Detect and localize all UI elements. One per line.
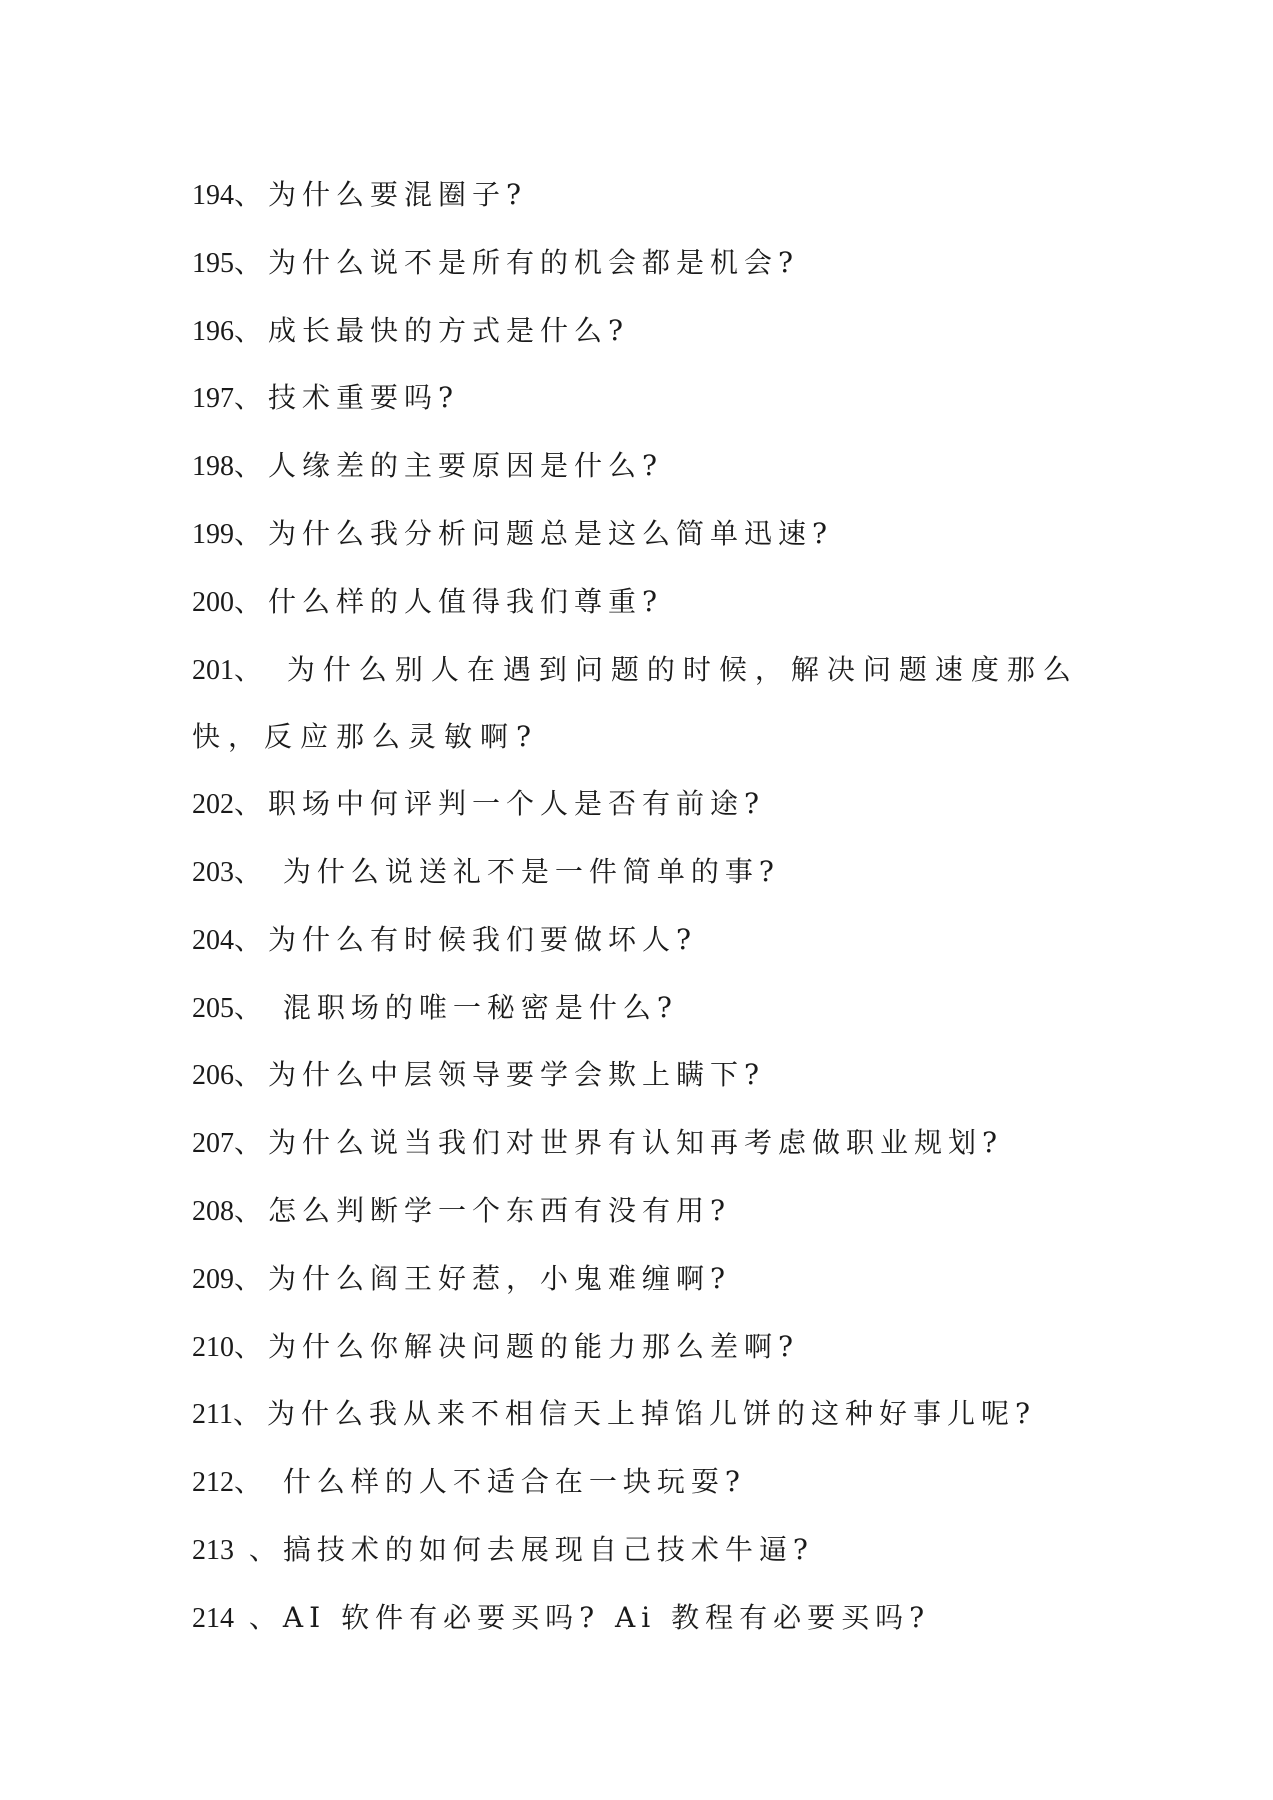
question-text: 为什么说当我们对世界有认知再考虑做职业规划?	[268, 1126, 1004, 1160]
question-item	[192, 1178, 1092, 1246]
question-number: 198	[192, 451, 234, 483]
question-item	[192, 771, 1092, 839]
question-text: 什么样的人不适合在一块玩耍?	[268, 1465, 746, 1499]
question-separator: 、	[234, 990, 269, 1024]
question-separator: 、	[234, 1261, 269, 1295]
question-item	[192, 1517, 1092, 1585]
question-number: 213	[192, 1534, 234, 1566]
question-number: 207	[192, 1128, 234, 1160]
question-text: 混职场的唯一秘密是什么?	[268, 990, 678, 1024]
question-separator: 、	[234, 1126, 269, 1160]
question-separator: 、	[234, 178, 269, 211]
question-separator: 、	[234, 245, 269, 279]
question-item	[192, 162, 1092, 230]
question-item	[192, 501, 1092, 569]
question-number: 212	[192, 1467, 234, 1499]
question-separator: 、	[234, 313, 269, 347]
question-separator: 、	[234, 449, 269, 483]
question-item	[192, 230, 1092, 298]
question-number: 214	[192, 1602, 234, 1634]
question-number: 208	[192, 1195, 234, 1227]
question-separator: 、	[234, 854, 269, 888]
question-item	[192, 569, 1092, 637]
question-separator: 、	[234, 584, 269, 618]
question-item	[192, 1246, 1092, 1314]
question-text: 为什么阎王好惹，小鬼难缠啊?	[268, 1261, 732, 1295]
question-number: 206	[192, 1060, 234, 1092]
question-text: 职场中何评判一个人是否有前途?	[268, 787, 766, 821]
question-text: 为什么我分析问题总是这么简单迅速?	[268, 516, 834, 550]
question-number: 203	[192, 856, 234, 888]
question-item	[192, 907, 1092, 975]
question-text: 搞技术的如何去展现自己技术牛逼?	[282, 1532, 814, 1566]
question-number: 195	[192, 247, 234, 279]
question-list	[192, 162, 1092, 1653]
question-separator: 、	[234, 1465, 269, 1499]
question-number: 200	[192, 586, 234, 618]
question-item	[192, 1314, 1092, 1382]
question-separator: 、	[234, 516, 269, 550]
question-item	[192, 298, 1092, 366]
question-text: 技术重要吗?	[268, 381, 460, 415]
question-item	[192, 365, 1092, 433]
question-separator: 、	[234, 1193, 269, 1227]
question-separator: 、	[234, 787, 269, 821]
question-text: 人缘差的主要原因是什么?	[268, 449, 664, 483]
question-item	[192, 433, 1092, 501]
question-number: 204	[192, 924, 234, 956]
question-number: 210	[192, 1331, 234, 1363]
question-number: 201	[192, 654, 234, 686]
question-number: 194	[192, 180, 234, 211]
question-item	[192, 1381, 1092, 1449]
question-separator: 、	[234, 381, 269, 415]
question-number: 205	[192, 992, 234, 1024]
question-text: 怎么判断学一个东西有没有用?	[268, 1193, 732, 1227]
question-text: 为什么说不是所有的机会都是机会?	[268, 245, 800, 279]
question-separator: 、	[232, 1397, 267, 1431]
question-text: 为什么我从来不相信天上掉馅儿饼的这种好事儿呢?	[266, 1397, 1036, 1431]
question-text: 为什么说送礼不是一件简单的事?	[268, 854, 780, 888]
question-separator: 、	[234, 652, 271, 686]
question-item	[192, 1110, 1092, 1178]
question-item	[192, 839, 1092, 907]
question-item	[192, 1585, 1092, 1653]
question-text: 什么样的人值得我们尊重?	[268, 584, 664, 618]
question-number: 197	[192, 383, 234, 415]
question-item	[192, 1449, 1092, 1517]
question-number: 202	[192, 789, 234, 821]
question-number: 209	[192, 1263, 234, 1295]
question-text: 为什么中层领导要学会欺上瞒下?	[268, 1058, 766, 1092]
question-text: 为什么别人在遇到问题的时候，解决问题速度那么快，反应那么灵敏啊?	[192, 652, 1079, 754]
question-text: 成长最快的方式是什么?	[268, 313, 630, 347]
question-item	[192, 975, 1092, 1043]
question-item	[192, 637, 1092, 772]
question-separator: 、	[234, 1058, 269, 1092]
question-separator: 、	[234, 1532, 283, 1566]
question-number: 199	[192, 518, 234, 550]
question-number: 211	[192, 1399, 233, 1431]
question-separator: 、	[234, 922, 269, 956]
question-separator: 、	[234, 1329, 269, 1363]
question-text: AI 软件有必要买吗? Ai 教程有必要买吗?	[282, 1600, 931, 1634]
question-item	[192, 1042, 1092, 1110]
question-separator: 、	[234, 1600, 283, 1634]
question-number: 196	[192, 315, 234, 347]
question-text: 为什么要混圈子?	[268, 178, 528, 211]
question-text: 为什么你解决问题的能力那么差啊?	[268, 1329, 800, 1363]
question-text: 为什么有时候我们要做坏人?	[268, 922, 698, 956]
